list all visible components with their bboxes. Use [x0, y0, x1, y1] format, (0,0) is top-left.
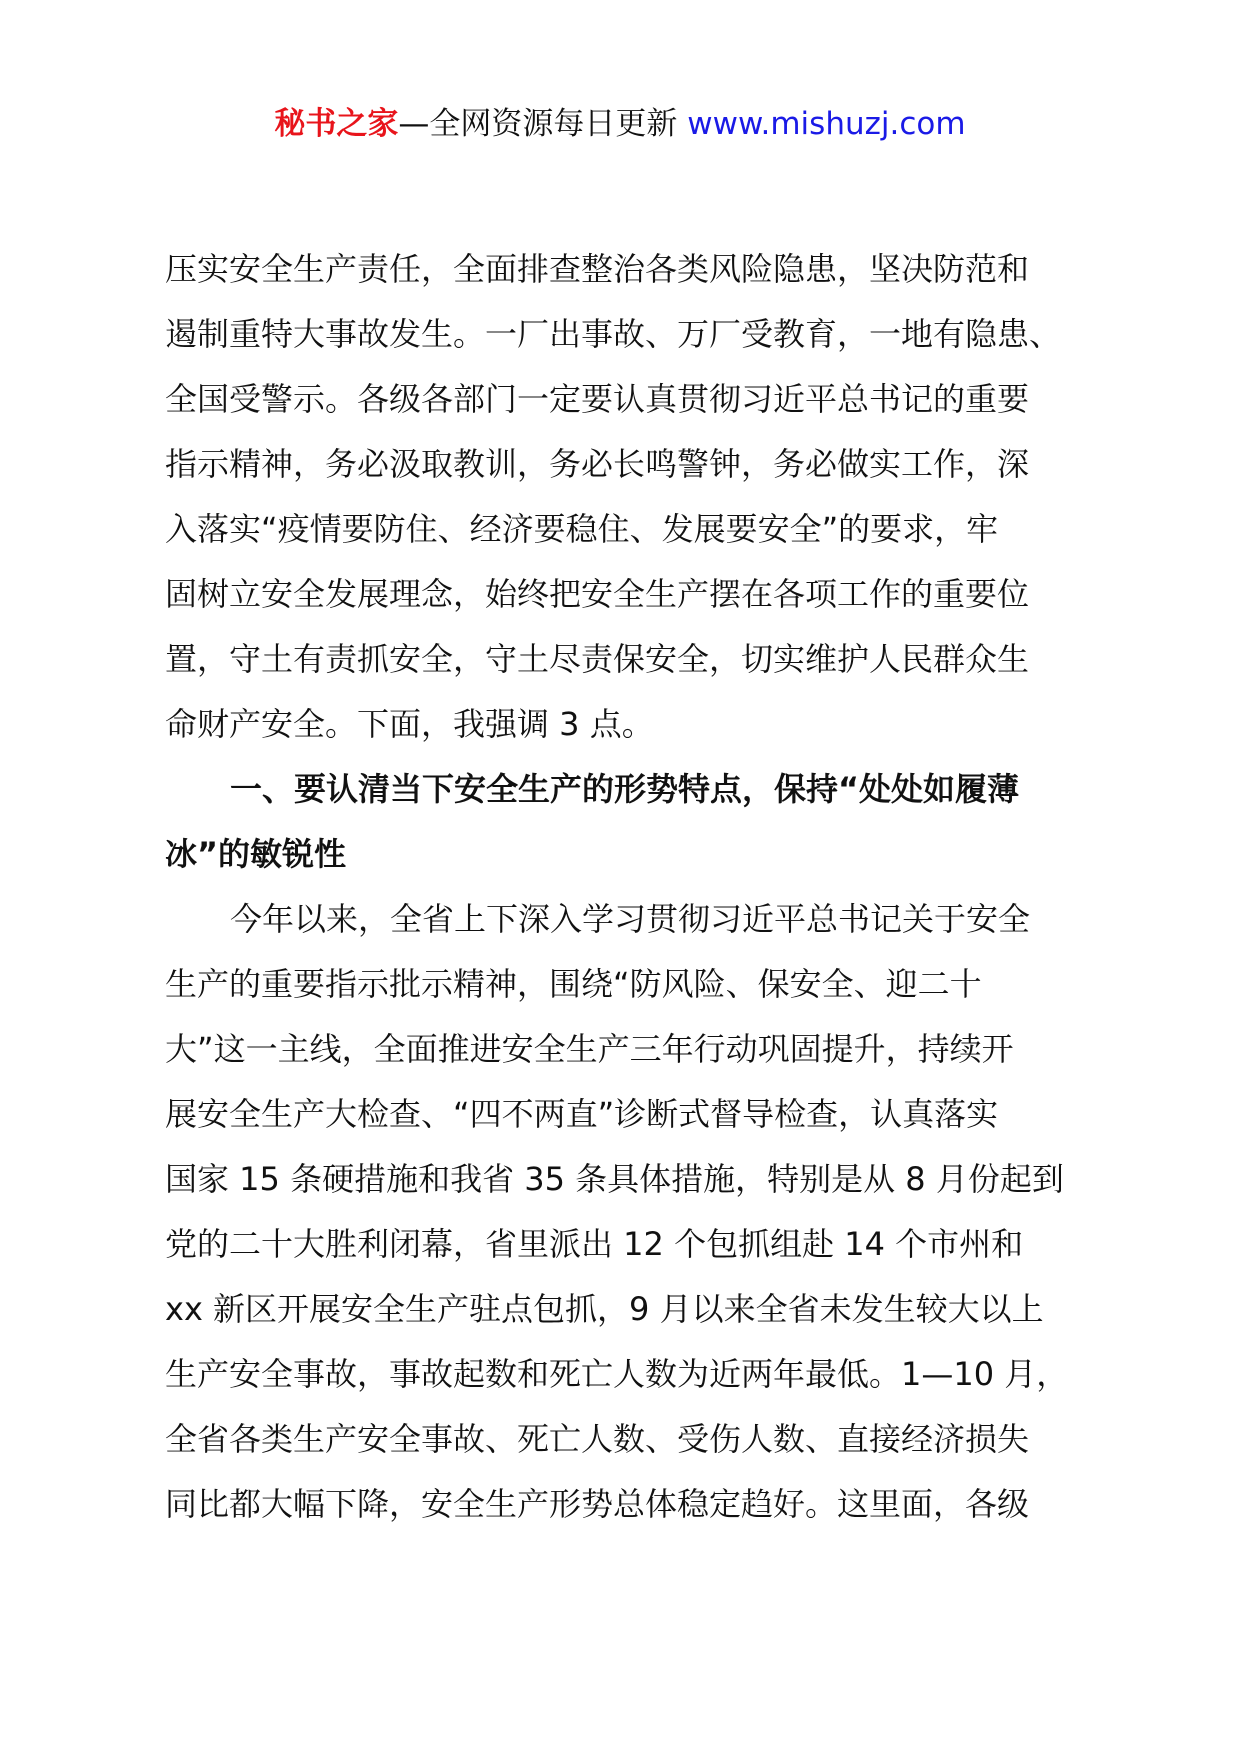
header-tagline: —全网资源每日更新	[398, 106, 678, 142]
paragraph-line: 命财产安全。下面，我强调 3 点。	[165, 705, 654, 743]
section-heading-line: 一、要认清当下安全生产的形势特点，保持“处处如履薄	[230, 770, 1020, 808]
paragraph-line: 生产安全事故，事故起数和死亡人数为近两年最低。1—10 月，	[165, 1355, 1069, 1393]
paragraph-line: 党的二十大胜利闭幕，省里派出 12 个包抓组赴 14 个市州和	[165, 1225, 1024, 1263]
paragraph-line: 压实安全生产责任，全面排查整治各类风险隐患，坚决防范和	[165, 250, 1030, 288]
paragraph-line: 遏制重特大事故发生。一厂出事故、万厂受教育，一地有隐患、	[165, 315, 1062, 353]
paragraph-line: 同比都大幅下降，安全生产形势总体稳定趋好。这里面，各级	[165, 1485, 1030, 1523]
paragraph-line: xx 新区开展安全生产驻点包抓，9 月以来全省未发生较大以上	[165, 1290, 1044, 1328]
paragraph-line: 全国受警示。各级各部门一定要认真贯彻习近平总书记的重要	[165, 380, 1030, 418]
section-heading-line: 冰”的敏锐性	[165, 835, 347, 873]
paragraph-line: 今年以来，全省上下深入学习贯彻习近平总书记关于安全	[230, 900, 1031, 938]
page-header	[0, 100, 1240, 148]
paragraph-line: 国家 15 条硬措施和我省 35 条具体措施，特别是从 8 月份起到	[165, 1160, 1064, 1198]
brand-name: 秘书之家	[274, 106, 399, 142]
paragraph-line: 入落实“疫情要防住、经济要稳住、发展要安全”的要求，牢	[165, 510, 999, 548]
site-url-link[interactable]: www.mishuzj.com	[687, 106, 966, 142]
paragraph-line: 大”这一主线，全面推进安全生产三年行动巩固提升，持续开	[165, 1030, 1014, 1068]
paragraph-line: 固树立安全发展理念，始终把安全生产摆在各项工作的重要位	[165, 575, 1030, 613]
paragraph-line: 置，守土有责抓安全，守土尽责保安全，切实维护人民群众生	[165, 640, 1030, 678]
paragraph-line: 全省各类生产安全事故、死亡人数、受伤人数、直接经济损失	[165, 1420, 1030, 1458]
document-body	[165, 237, 1115, 1537]
paragraph-line: 指示精神，务必汲取教训，务必长鸣警钟，务必做实工作，深	[165, 445, 1030, 483]
paragraph-line: 生产的重要指示批示精神，围绕“防风险、保安全、迎二十	[165, 965, 982, 1003]
paragraph-line: 展安全生产大检查、“四不两直”诊断式督导检查，认真落实	[165, 1095, 999, 1133]
